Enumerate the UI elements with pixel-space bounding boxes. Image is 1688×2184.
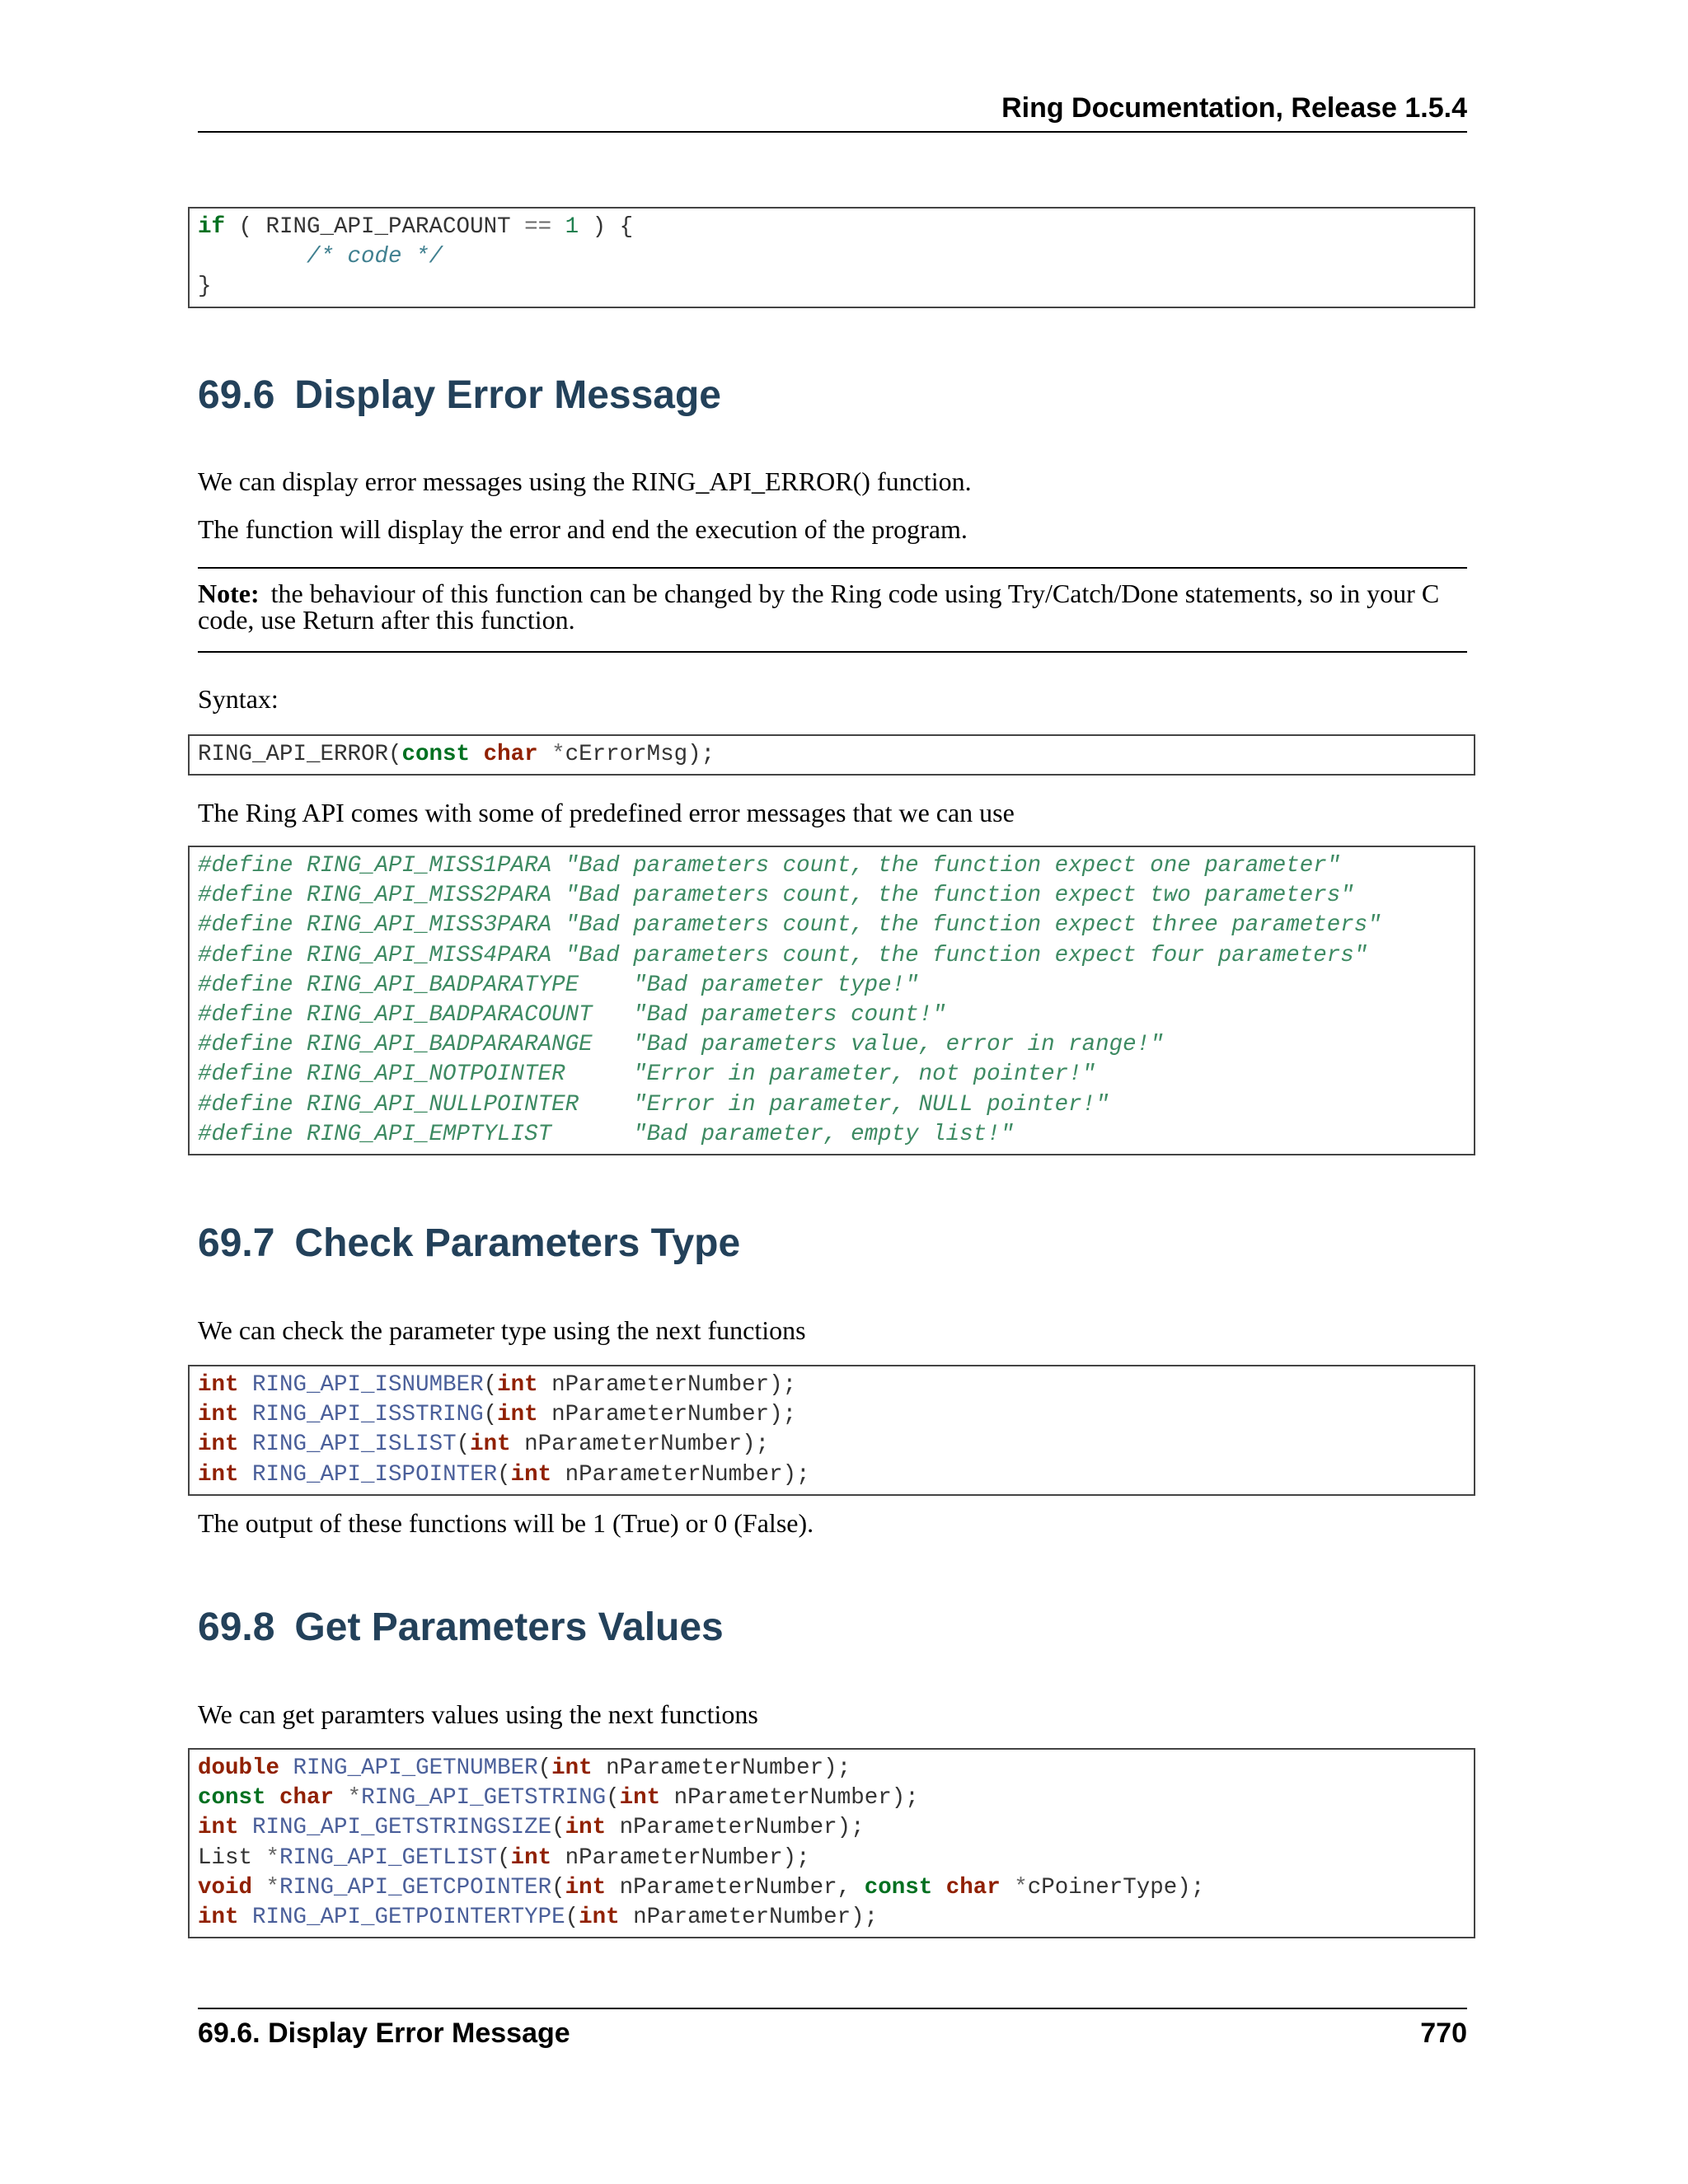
code-paren: ( — [537, 1755, 552, 1781]
code-block-paracount — [188, 207, 1475, 308]
code-paren: ( — [497, 1461, 511, 1488]
running-header-title: Ring Documentation, Release 1.5.4 — [1001, 92, 1467, 124]
code-text: } — [198, 274, 212, 300]
code-paren: ( — [606, 1785, 620, 1811]
code-type: int — [510, 1461, 552, 1488]
code-type: int — [198, 1372, 239, 1398]
code-function: RING_API_ISPOINTER — [252, 1461, 498, 1488]
code-space — [538, 742, 552, 767]
paragraph: We can check the parameter type using the next functions — [198, 1315, 806, 1345]
section-title: Check Parameters Type — [294, 1221, 741, 1265]
note-box — [198, 567, 1467, 653]
code-block-defines — [188, 846, 1475, 1155]
code-keyword: if — [198, 214, 226, 240]
code-text: ) { — [579, 214, 634, 240]
code-space — [470, 742, 484, 767]
code-text: RING_API_ERROR( — [198, 742, 402, 767]
code-operator: == — [524, 214, 552, 240]
code-function: RING_API_GETSTRING — [361, 1785, 607, 1811]
code-type: int — [198, 1402, 239, 1428]
code-function: RING_API_ISNUMBER — [252, 1372, 484, 1398]
code-indent — [198, 244, 307, 269]
code-type: int — [510, 1844, 552, 1871]
code-define-line: #define RING_API_NULLPOINTER "Error in parameter, NULL pointer!" — [198, 1091, 1109, 1118]
code-block-check-type — [188, 1365, 1475, 1496]
code-type: void — [198, 1874, 253, 1900]
code-operator: * — [265, 1874, 280, 1900]
paragraph: We can display error messages using the RING_API_ERROR() function. — [198, 466, 972, 496]
code-block-get-values — [188, 1748, 1475, 1938]
code-text: cPoinerType); — [1027, 1874, 1205, 1900]
code-type: char — [945, 1874, 1001, 1900]
code-text: nParameterNumber); — [660, 1785, 919, 1811]
code-type: int — [565, 1874, 607, 1900]
code-paren: ( — [483, 1372, 498, 1398]
code-text: nParameterNumber, — [606, 1874, 865, 1900]
note-text: the behaviour of this function can be changed by the Ring code using Try/Catch/Done statements, so in your C code, use Return after this function. — [198, 579, 1440, 635]
code-define-line: #define RING_API_BADPARACOUNT "Bad parameters count!" — [198, 1002, 946, 1029]
code-type: int — [551, 1755, 593, 1781]
code-type: char — [483, 742, 538, 767]
code-comment: /* code */ — [307, 244, 443, 270]
section-heading-69-7 — [198, 1221, 740, 1266]
code-block-syntax — [188, 734, 1475, 776]
code-function: RING_API_ISSTRING — [252, 1402, 484, 1428]
code-type: int — [198, 1432, 239, 1458]
code-keyword: const — [198, 1785, 266, 1811]
running-header — [198, 92, 1467, 133]
code-define-line: #define RING_API_EMPTYLIST "Bad parameter, empty list!" — [198, 1121, 1015, 1147]
section-title: Get Parameters Values — [294, 1605, 724, 1649]
code-define-line: #define RING_API_MISS2PARA "Bad parameters count, the function expect two parameters" — [198, 883, 1354, 909]
code-define-line: #define RING_API_MISS3PARA "Bad parameters count, the function expect three parameters" — [198, 912, 1381, 939]
section-number: 69.7 — [198, 1221, 275, 1265]
section-heading-69-6 — [198, 373, 721, 418]
code-text: nParameterNumber); — [537, 1372, 797, 1398]
paragraph: The function will display the error and end the execution of the program. — [198, 514, 968, 544]
code-define-line: #define RING_API_BADPARARANGE "Bad parameters value, error in range!" — [198, 1032, 1164, 1058]
running-footer — [198, 2008, 1467, 2050]
code-type: int — [497, 1372, 538, 1398]
section-heading-69-8 — [198, 1605, 724, 1650]
code-type: char — [279, 1785, 335, 1811]
code-paren: ( — [483, 1402, 498, 1428]
code-space — [551, 214, 565, 240]
paragraph: We can get paramters values using the next functions — [198, 1699, 758, 1729]
code-text: ( RING_API_PARACOUNT — [225, 214, 525, 240]
code-paren: ( — [456, 1432, 471, 1458]
code-type: int — [497, 1402, 538, 1428]
code-type: int — [565, 1815, 607, 1841]
section-title: Display Error Message — [294, 373, 721, 417]
code-paren: ( — [551, 1874, 565, 1900]
code-function: RING_API_GETCPOINTER — [279, 1874, 552, 1900]
code-number: 1 — [565, 214, 579, 240]
paragraph: The Ring API comes with some of predefined error messages that we can use — [198, 798, 1015, 827]
code-type: int — [198, 1815, 239, 1841]
code-keyword: const — [864, 1874, 933, 1900]
code-text: List — [198, 1844, 266, 1871]
code-text: nParameterNumber); — [537, 1402, 797, 1428]
code-paren: ( — [497, 1844, 511, 1871]
code-define-line: #define RING_API_MISS1PARA "Bad parameters count, the function expect one parameter" — [198, 853, 1341, 879]
code-function: RING_API_ISLIST — [252, 1432, 457, 1458]
code-text: nParameterNumber); — [619, 1905, 879, 1931]
code-text: nParameterNumber); — [510, 1432, 770, 1458]
code-text: nParameterNumber); — [551, 1844, 810, 1871]
section-number: 69.6 — [198, 373, 275, 417]
code-paren: ( — [551, 1815, 565, 1841]
code-define-line: #define RING_API_NOTPOINTER "Error in parameter, not pointer!" — [198, 1062, 1096, 1088]
code-type: int — [198, 1461, 239, 1488]
section-number: 69.8 — [198, 1605, 275, 1649]
code-paren: ( — [565, 1905, 579, 1931]
syntax-label: Syntax: — [198, 684, 279, 714]
code-type: int — [619, 1785, 661, 1811]
code-type: int — [579, 1905, 620, 1931]
code-text: nParameterNumber); — [551, 1461, 810, 1488]
code-function: RING_API_GETSTRINGSIZE — [252, 1815, 552, 1841]
footer-section: 69.6. Display Error Message — [198, 2018, 570, 2049]
code-operator: * — [347, 1785, 362, 1811]
code-text: nParameterNumber); — [592, 1755, 851, 1781]
code-operator: * — [265, 1844, 280, 1871]
note-label: Note: — [198, 579, 260, 608]
code-keyword: const — [401, 742, 471, 767]
code-text: nParameterNumber); — [606, 1815, 865, 1841]
paragraph: The output of these functions will be 1 (True) or 0 (False). — [198, 1508, 814, 1538]
code-operator: * — [551, 742, 565, 767]
code-operator: * — [1014, 1874, 1028, 1900]
code-define-line: #define RING_API_MISS4PARA "Bad parameters count, the function expect four parameters" — [198, 942, 1368, 968]
code-type: double — [198, 1755, 280, 1781]
code-type: int — [470, 1432, 511, 1458]
code-function: RING_API_GETLIST — [279, 1844, 498, 1871]
code-text: cErrorMsg); — [565, 742, 715, 767]
code-function: RING_API_GETPOINTERTYPE — [252, 1905, 565, 1931]
page-number: 770 — [1420, 2018, 1467, 2049]
code-type: int — [198, 1905, 239, 1931]
code-function: RING_API_GETNUMBER — [293, 1755, 538, 1781]
code-define-line: #define RING_API_BADPARATYPE "Bad parameter type!" — [198, 972, 919, 998]
